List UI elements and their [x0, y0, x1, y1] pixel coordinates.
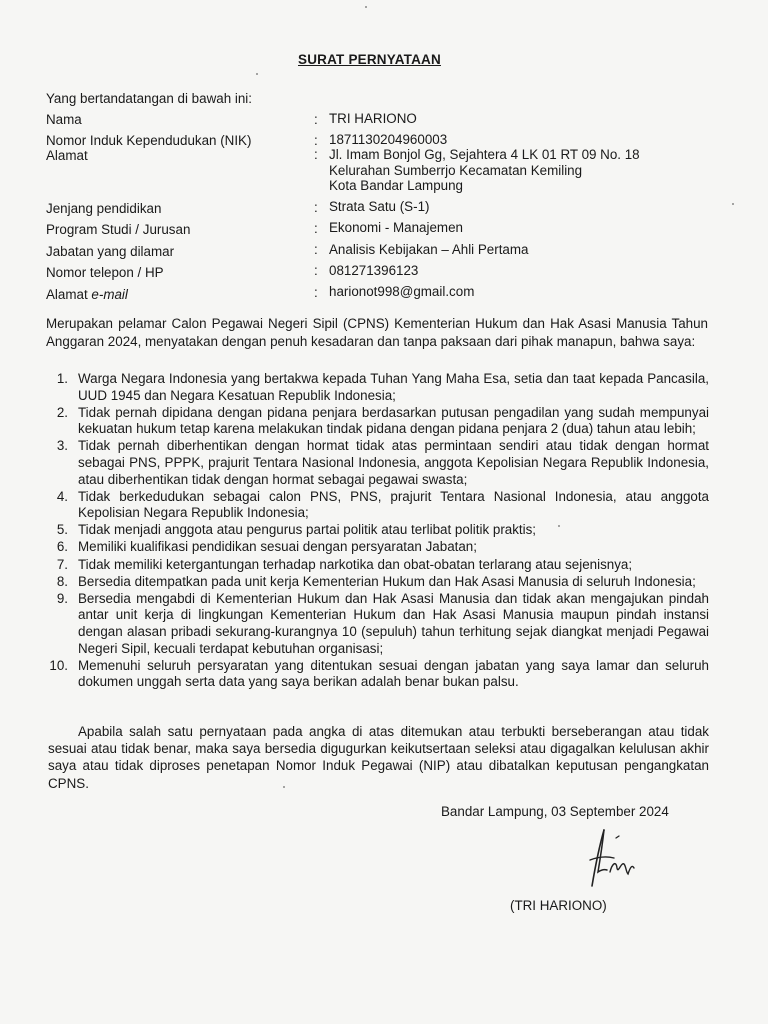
list-item [46, 574, 709, 591]
field-value-jabatan: Analisis Kebijakan – Ahli Pertama [329, 242, 529, 257]
item-number: 9. [56, 590, 68, 606]
scan-speck [283, 786, 285, 788]
list-item [46, 371, 709, 404]
item-text: Bersedia mengabdi di Kementerian Hukum dan Hak Asasi Manusia dan tidak akan mengajukan pindah antar unit kerja di lingkungan Kementerian Hukum dan Hak Asasi Manusia maupun pindah instansi dengan alasan pribadi sekurang-kurangnya 10 (sepuluh) tahun terhitung sejak diangkat menjadi Pegawai Negeri Sipil, kecuali terdapat kebutuhan organisasi; [78, 590, 709, 656]
list-item [46, 557, 709, 574]
declaration-list [46, 371, 709, 691]
item-number: 7. [56, 556, 68, 572]
field-label-nik: Nomor Induk Kependudukan (NIK) [46, 133, 252, 148]
address-line: Kelurahan Sumberrjo Kecamatan Kemiling [329, 162, 583, 178]
field-label-program-studi: Program Studi / Jurusan [46, 222, 191, 237]
field-separator: : [314, 263, 318, 278]
item-number: 3. [56, 438, 68, 454]
field-separator: : [314, 285, 318, 300]
address-line: Jl. Imam Bonjol Gg, Sejahtera 4 LK 01 RT 09 No. 18 [329, 147, 640, 162]
item-number: 2. [56, 404, 68, 420]
field-separator: : [314, 133, 318, 148]
field-value-jenjang: Strata Satu (S-1) [329, 199, 430, 214]
email-label-italic: e-mail [91, 287, 128, 302]
place-date: Bandar Lampung, 03 September 2024 [441, 804, 669, 819]
item-text: Tidak berkedudukan sebagai calon PNS, PNS, prajurit Tentara Nasional Indonesia, atau anggota Kepolisian Negara Republik Indonesia; [78, 488, 709, 521]
list-item [46, 489, 709, 522]
item-text: Warga Negara Indonesia yang bertakwa kepada Tuhan Yang Maha Esa, setia dan taat kepada Pancasila, UUD 1945 dan Negara Kesatuan Republik Indonesia; [78, 371, 709, 403]
field-label-nama: Nama [46, 112, 82, 127]
list-item [46, 522, 709, 539]
item-text: Memiliki kualifikasi pendidikan sesuai dengan persyaratan Jabatan; [78, 539, 477, 555]
field-label-jenjang: Jenjang pendidikan [46, 201, 162, 216]
field-label-alamat: Alamat [46, 148, 88, 163]
field-label-telepon: Nomor telepon / HP [46, 265, 164, 280]
list-item [46, 591, 709, 657]
list-item [46, 405, 709, 438]
item-number: 4. [56, 488, 68, 504]
field-separator: : [314, 221, 318, 236]
field-separator: : [314, 147, 318, 162]
statement-paragraph: Merupakan pelamar Calon Pegawai Negeri Sipil (CPNS) Kementerian Hukum dan Hak Asasi Manusia Tahun Anggaran 2024, menyatakan dengan penuh kesadaran dan tanpa paksaan dari pihak manapun, bahwa saya: [46, 316, 708, 349]
field-value-email: harionot998@gmail.com [329, 284, 475, 299]
address-line: Kota Bandar Lampung [329, 178, 464, 193]
item-number: 5. [56, 522, 68, 538]
intro-text: Yang bertandatangan di bawah ini: [46, 91, 252, 106]
item-text: Memenuhi seluruh persyaratan yang ditentukan sesuai dengan jabatan yang saya lamar dan seluruh dokumen unggah serta data yang saya berikan adalah benar bukan palsu. [78, 657, 709, 690]
item-text: Tidak pernah dipidana dengan pidana penjara berdasarkan putusan pengadilan yang sudah mempunyai kekuatan hukum tetap karena melakukan tindak pidana dengan pidana penjara 2 (dua) tahun atau lebih; [78, 404, 709, 437]
field-label-jabatan: Jabatan yang dilamar [46, 244, 175, 259]
field-separator: : [314, 200, 318, 215]
item-number: 10. [49, 657, 68, 673]
field-label-email [46, 287, 128, 302]
list-item [46, 539, 709, 556]
handwritten-signature [588, 824, 648, 894]
item-text: Tidak memiliki ketergantungan terhadap narkotika dan obat-obatan terlarang atau sejenisnya; [78, 556, 633, 572]
list-item [46, 658, 709, 691]
item-text: Bersedia ditempatkan pada unit kerja Kementerian Hukum dan Hak Asasi Manusia di seluruh Indonesia; [78, 573, 696, 589]
scan-speck [558, 525, 560, 527]
scan-speck [732, 203, 734, 205]
document-title: SURAT PERNYATAAN [298, 52, 441, 67]
field-value-telepon: 081271396123 [329, 263, 419, 278]
field-separator: : [314, 242, 318, 257]
field-value-nama: TRI HARIONO [329, 111, 417, 126]
item-text: Tidak pernah diberhentikan dengan hormat tidak atas permintaan sendiri atau tidak dengan hormat sebagai PNS, PPPK, prajurit Tentara Nasional Indonesia, anggota Kepolisian Negara Republik Indonesia, atau diberhentikan tidak dengan hormat sebagai pegawai swasta; [78, 438, 709, 487]
item-number: 8. [56, 573, 68, 589]
list-item [46, 438, 709, 488]
field-separator: : [314, 112, 318, 127]
field-value-nik: 1871130204960003 [329, 132, 448, 147]
signer-name: (TRI HARIONO) [510, 898, 607, 913]
scan-speck [365, 6, 367, 8]
scan-speck [256, 73, 258, 75]
field-value-program-studi: Ekonomi - Manajemen [329, 220, 463, 235]
closing-paragraph: Apabila salah satu pernyataan pada angka di atas ditemukan atau terbukti berseberangan atau tidak sesuai atau tidak benar, maka saya bersedia digugurkan keikutsertaan seleksi atau digagalkan kelulusan akhir saya atau tidak diproses penetapan Nomor Induk Pegawai (NIP) atau dibatalkan keputusan pengangkatan CPNS. [48, 724, 709, 791]
email-label-prefix: Alamat [46, 287, 92, 302]
item-number: 1. [56, 371, 68, 386]
item-number: 6. [56, 539, 68, 555]
item-text: Tidak menjadi anggota atau pengurus partai politik atau terlibat politik praktis; [78, 522, 537, 538]
field-value-alamat [329, 147, 640, 194]
